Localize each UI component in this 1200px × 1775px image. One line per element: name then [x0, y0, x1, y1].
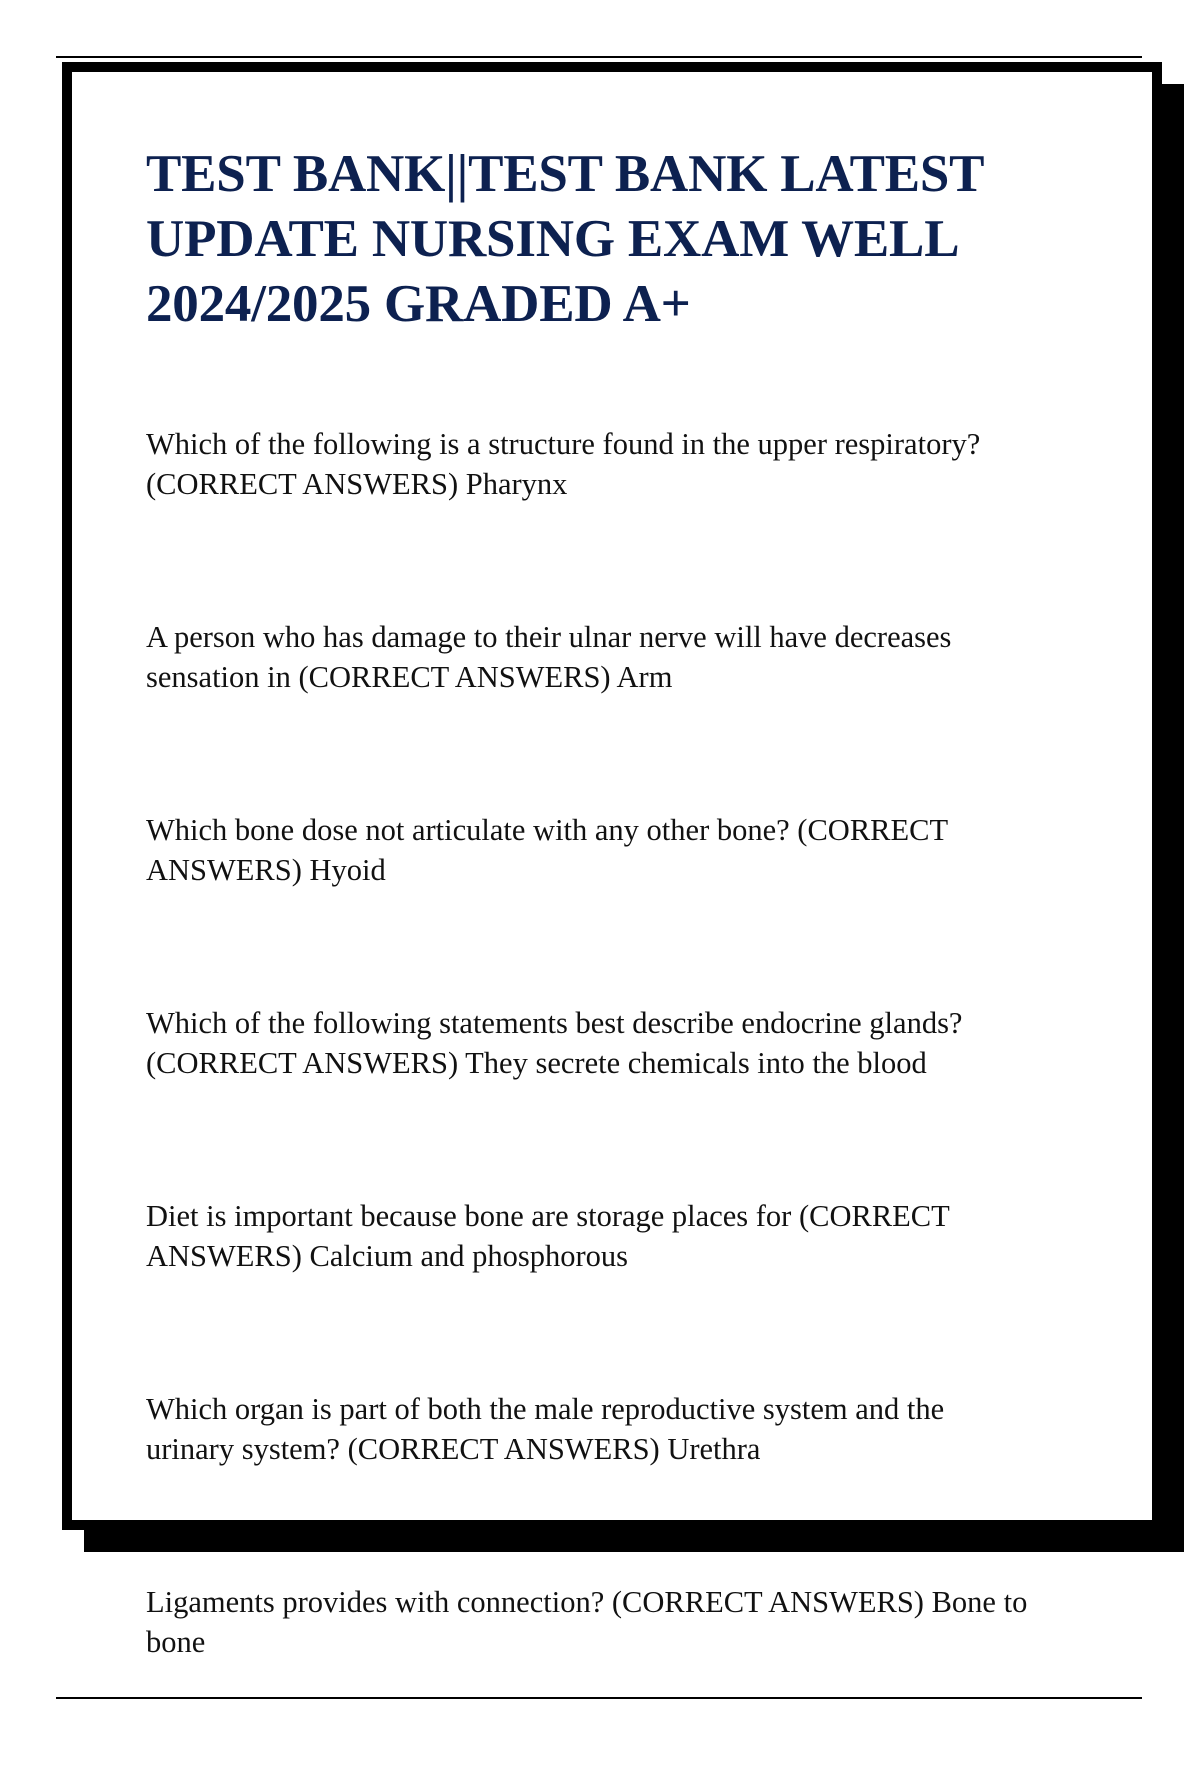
qa-item: Ligaments provides with connection? (CORRECT ANSWERS) Bone to bone	[146, 1585, 1028, 1659]
document-content	[146, 142, 1126, 1775]
qa-item: Which of the following statements best describe endocrine glands? (CORRECT ANSWERS) They secrete chemicals into the blood	[146, 1006, 963, 1080]
document-title: TEST BANK||TEST BANK LATEST UPDATE NURSING EXAM WELL 2024/2025 GRADED A+	[146, 145, 985, 333]
qa-item: Which of the following is a structure found in the upper respiratory? (CORRECT ANSWERS) Pharynx	[146, 427, 981, 501]
qa-list	[146, 424, 1126, 1662]
qa-item: A person who has damage to their ulnar nerve will have decreases sensation in (CORRECT ANSWERS) Arm	[146, 620, 952, 694]
qa-item: Which organ is part of both the male reproductive system and the urinary system? (CORRECT ANSWERS) Urethra	[146, 1392, 945, 1466]
page-frame	[62, 62, 1162, 1659]
bottom-rule	[56, 1697, 1142, 1699]
qa-item: Which bone dose not articulate with any other bone? (CORRECT ANSWERS) Hyoid	[146, 813, 949, 887]
qa-item: Diet is important because bone are storage places for (CORRECT ANSWERS) Calcium and phosphorous	[146, 1199, 950, 1273]
top-rule	[56, 56, 1142, 58]
